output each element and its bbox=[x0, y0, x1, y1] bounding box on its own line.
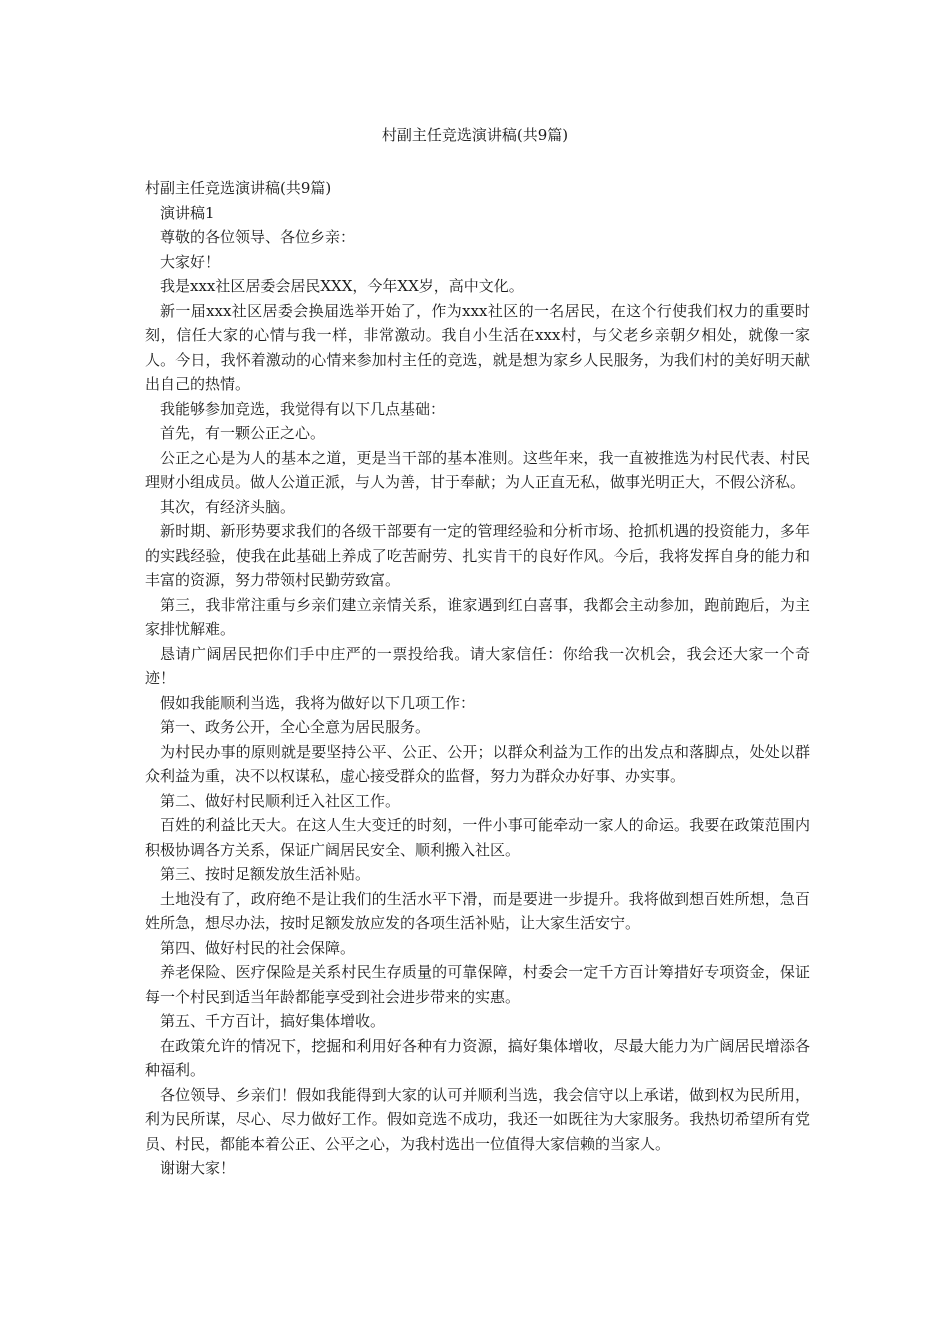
paragraph: 第三，我非常注重与乡亲们建立亲情关系，谁家遇到红白喜事，我都会主动参加，跑前跑后，为主家排忧解难。 bbox=[145, 595, 810, 638]
paragraph: 演讲稿1 bbox=[160, 203, 215, 222]
paragraph: 新时期、新形势要求我们的各级干部要有一定的管理经验和分析市场、抢抓机遇的投资能力，多年的实践经验，使我在此基础上养成了吃苦耐劳、扎实肯干的良好作风。今后，我将发挥自身的能力和丰富的资源，努力带领村民勤劳致富。 bbox=[145, 522, 810, 589]
paragraph: 尊敬的各位领导、各位乡亲： bbox=[160, 228, 356, 246]
document-body bbox=[145, 176, 810, 1181]
paragraph: 假如我能顺利当选，我将为做好以下几项工作： bbox=[160, 693, 476, 712]
paragraph: 养老保险、医疗保险是关系村民生存质量的可靠保障，村委会一定千方百计筹措好专项资金，保证每一个村民到适当年龄都能享受到社会进步带来的实惠。 bbox=[145, 963, 810, 1006]
paragraph: 我是xxx社区居委会居民XXX，今年XX岁，高中文化。 bbox=[160, 277, 524, 295]
paragraph: 在政策允许的情况下，挖掘和利用好各种有力资源，搞好集体增收，尽最大能力为广阔居民增添各种福利。 bbox=[145, 1036, 810, 1079]
paragraph: 第五、千方百计，搞好集体增收。 bbox=[160, 1012, 386, 1030]
paragraph: 公正之心是为人的基本之道，更是当干部的基本准则。这些年来，我一直被推选为村民代表、村民理财小组成员。做人公道正派，与人为善，甘于奉献；为人正直无私，做事光明正大，不假公济私。 bbox=[145, 448, 810, 491]
paragraph: 恳请广阔居民把你们手中庄严的一票投给我。请大家信任：你给我一次机会，我会还大家一个奇迹！ bbox=[145, 644, 810, 687]
paragraph: 我能够参加竞选，我觉得有以下几点基础： bbox=[160, 399, 446, 418]
paragraph: 其次，有经济头脑。 bbox=[160, 497, 296, 516]
paragraph: 百姓的利益比天大。在这人生大变迁的时刻，一件小事可能牵动一家人的命运。我要在政策范围内积极协调各方关系，保证广阔居民安全、顺利搬入社区。 bbox=[145, 816, 810, 859]
paragraph: 第一、政务公开，全心全意为居民服务。 bbox=[160, 718, 431, 736]
paragraph: 为村民办事的原则就是要坚持公平、公正、公开；以群众利益为工作的出发点和落脚点，处处以群众利益为重，决不以权谋私，虚心接受群众的监督，努力为群众办好事、办实事。 bbox=[145, 742, 810, 785]
paragraph: 各位领导、乡亲们！假如我能得到大家的认可并顺利当选，我会信守以上承诺，做到权为民所用，利为民所谋，尽心、尽力做好工作。假如竞选不成功，我还一如既往为大家服务。我热切希望所有党员、村民，都能本着公正、公平之心，为我村选出一位值得大家信赖的当家人。 bbox=[145, 1085, 810, 1153]
paragraph: 首先，有一颗公正之心。 bbox=[160, 424, 326, 442]
paragraph: 新一届xxx社区居委会换届选举开始了，作为xxx社区的一名居民，在这个行使我们权力的重要时刻，信任大家的心情与我一样，非常激动。我自小生活在xxx村，与父老乡亲朝夕相处，就像一家人。今日，我怀着激动的心情来参加村主任的竞选，就是想为家乡人民服务，为我们村的美好明天献出自己的热情。 bbox=[145, 301, 810, 393]
paragraph: 谢谢大家！ bbox=[160, 1159, 236, 1177]
page-title: 村副主任竞选演讲稿(共9篇) bbox=[381, 126, 569, 144]
paragraph-list bbox=[145, 201, 810, 1181]
paragraph: 第二、做好村民顺利迁入社区工作。 bbox=[160, 791, 401, 810]
paragraph: 第三、按时足额发放生活补贴。 bbox=[160, 865, 371, 883]
document-heading: 村副主任竞选演讲稿(共9篇) bbox=[145, 179, 332, 197]
paragraph: 大家好！ bbox=[160, 252, 221, 271]
paragraph: 第四、做好村民的社会保障。 bbox=[160, 938, 356, 957]
paragraph: 土地没有了，政府绝不是让我们的生活水平下滑，而是要进一步提升。我将做到想百姓所想，急百姓所急，想尽办法，按时足额发放应发的各项生活补贴，让大家生活安宁。 bbox=[145, 889, 810, 932]
